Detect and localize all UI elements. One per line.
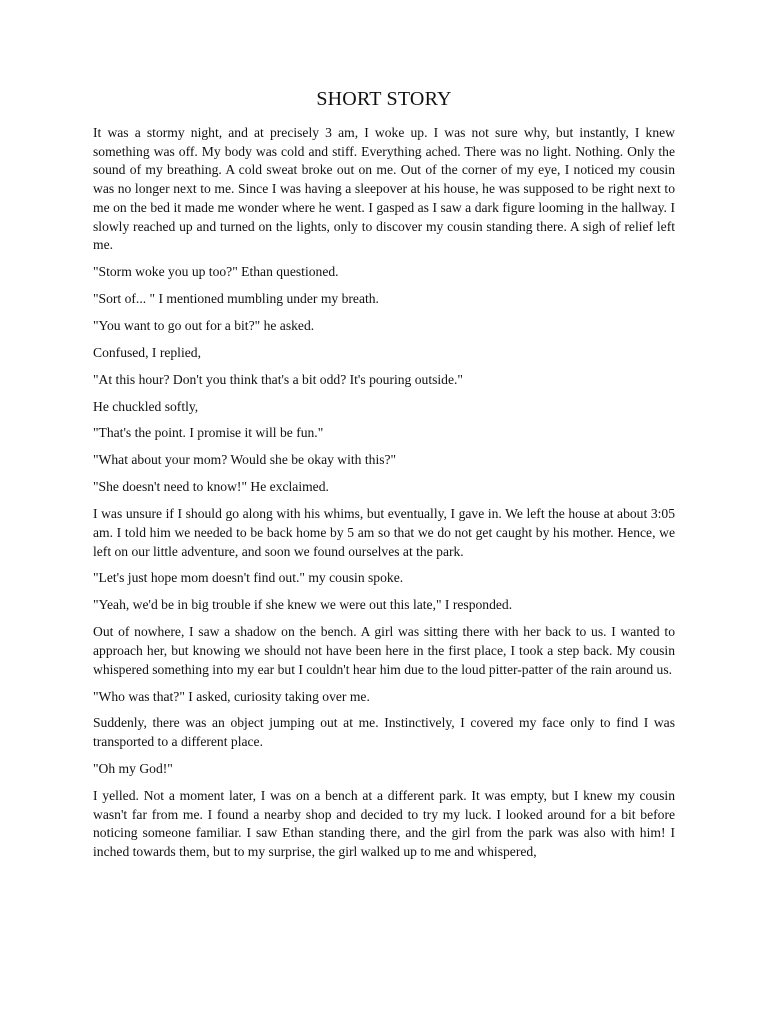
- story-paragraph: "Yeah, we'd be in big trouble if she knew we were out this late," I responded.: [93, 597, 513, 613]
- story-paragraph: "Oh my God!": [93, 760, 173, 776]
- story-paragraph: "She doesn't need to know!" He exclaimed.: [93, 479, 329, 495]
- document-page: [93, 86, 675, 870]
- story-paragraph: "Storm woke you up too?" Ethan questioned.: [93, 264, 339, 280]
- story-paragraph: I was unsure if I should go along with his whims, but eventually, I gave in. We left the house at about 3:05 am. I told him we needed to be back home by 5 am so that we do not get caught by his mother. Hence, we left on our little adventure, and soon we found ourselves at the park.: [93, 506, 675, 559]
- story-paragraph: He chuckled softly,: [93, 398, 199, 414]
- story-paragraph: It was a stormy night, and at precisely 3 am, I woke up. I was not sure why, but instantly, I knew something was off. My body was cold and stiff. Everything ached. There was no light. Nothing. Only the sound of my breathing. A cold sweat broke out on me. Out of the corner of my eye, I noticed my cousin was no longer next to me. Since I was having a sleepover at his house, he was supposed to be right next to me on the bed it made me wonder where he went. I gasped as I saw a dark figure looming in the hallway. I slowly reached up and turned on the lights, only to discover my cousin standing there. A sigh of relief left me.: [93, 125, 675, 253]
- story-paragraph: Out of nowhere, I saw a shadow on the bench. A girl was sitting there with her back to us. I wanted to approach her, but knowing we should not have been here in the first place, I took a step back. My cousin whispered something into my ear but I couldn't hear him due to the loud pitter-patter of the rain around us.: [93, 624, 675, 677]
- document-title: SHORT STORY: [316, 88, 452, 110]
- story-paragraph: Confused, I replied,: [93, 344, 201, 360]
- story-paragraph: Suddenly, there was an object jumping out at me. Instinctively, I covered my face only to find I was transported to a different place.: [93, 715, 675, 750]
- story-paragraph: "You want to go out for a bit?" he asked.: [93, 317, 315, 333]
- story-paragraph: "At this hour? Don't you think that's a bit odd? It's pouring outside.": [93, 371, 463, 387]
- story-paragraph: "Sort of... " I mentioned mumbling under my breath.: [93, 291, 379, 306]
- story-paragraph: I yelled. Not a moment later, I was on a bench at a different park. It was empty, but I knew my cousin wasn't far from me. I found a nearby shop and decided to try my luck. I looked around for a bit before noticing someone familiar. I saw Ethan standing there, and the girl from the park was also with him! I inched towards them, but to my surprise, the girl walked up to me and whispered,: [93, 787, 675, 859]
- story-paragraph: "That's the point. I promise it will be fun.": [93, 425, 324, 441]
- story-paragraph: "What about your mom? Would she be okay with this?": [93, 452, 397, 468]
- story-paragraph: "Let's just hope mom doesn't find out." my cousin spoke.: [93, 570, 404, 586]
- story-paragraph: "Who was that?" I asked, curiosity taking over me.: [93, 688, 370, 704]
